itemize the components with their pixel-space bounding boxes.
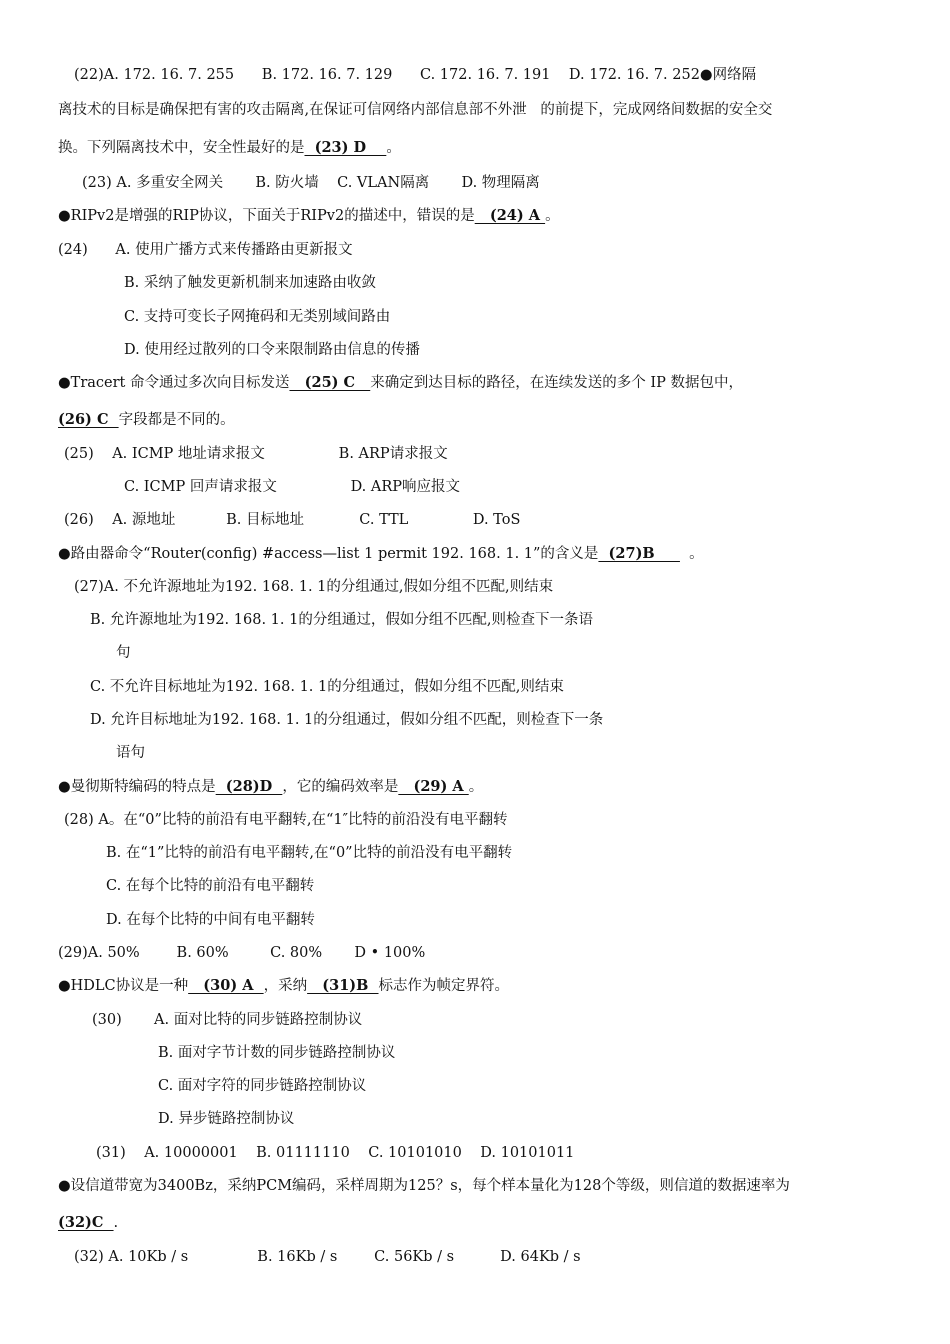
answer-blank-32: (32)C: [58, 1214, 114, 1231]
text-line-q27-option-d: D. 允许目标地址为192. 168. 1. 1的分组通过，假如分组不匹配，则检查下一条: [90, 712, 604, 728]
text-line-q27-option-b: B. 允许源地址为192. 168. 1. 1的分组通过，假如分组不匹配,则检查下一条语: [90, 612, 593, 628]
text-line-q32-stem-2: (32)C .: [58, 1214, 119, 1231]
text-line-q25-stem-1: ●Tracert 命令通过多次向目标发送 (25) C 来确定到达目标的路径，在连续发送的多个 IP 数据包中，: [58, 374, 743, 391]
text-line-q26-options: (26) A. 源地址 B. 目标地址 C. TTL D. ToS: [64, 512, 521, 528]
text-line-q28-option-a: (28) A。在“0”比特的前沿有电平翻转,在“1″比特的前沿没有电平翻转: [64, 812, 508, 828]
answer-blank-28: (28)D: [215, 778, 283, 795]
text-line-q27-option-b-cont: 句: [116, 645, 131, 661]
text-line-q29-options: (29)A. 50% B. 60% C. 80% D • 100%: [58, 945, 426, 961]
text-line-q24-option-a: (24) A. 使用广播方式来传播路由更新报文: [58, 242, 353, 258]
text-line-q25-options-2: C. ICMP 回声请求报文 D. ARP响应报文: [124, 479, 461, 495]
text-line-q27-stem: ●路由器命令“Router(config) #access—list 1 permit 192. 168. 1. 1”的含义是 (27)B 。: [58, 545, 704, 562]
text-line-q28-option-d: D. 在每个比特的中间有电平翻转: [106, 912, 315, 928]
text-line-q25-options-1: (25) A. ICMP 地址请求报文 B. ARP请求报文: [64, 446, 448, 462]
text-line-q30-option-c: C. 面对字符的同步链路控制协议: [158, 1078, 367, 1094]
answer-blank-23: (23) D: [304, 139, 387, 156]
text-line-q23-stem-1: 离技术的目标是确保把有害的攻击隔离,在保证可信网络内部信息部不外泄 的前提下，完成网络间数据的安全交: [58, 102, 773, 118]
text-line-q32-stem-1: ●设信道带宽为3400Bz，采纳PCM编码，采样周期为125？s，每个样本量化为128个等级，则信道的数据速率为: [58, 1178, 790, 1194]
answer-blank-30: (30) A: [188, 977, 264, 994]
text-line-q24-option-d: D. 使用经过散列的口令来限制路由信息的传播: [124, 342, 420, 358]
text-line-q30-option-b: B. 面对字节计数的同步链路控制协议: [158, 1045, 396, 1061]
text-line-q24-option-b: B. 采纳了触发更新机制来加速路由收敛: [124, 275, 376, 291]
text-line-q24-option-c: C. 支持可变长子网掩码和无类别域间路由: [124, 309, 391, 325]
text-line-q28-option-b: B. 在“1”比特的前沿有电平翻转,在“0”比特的前沿没有电平翻转: [106, 845, 513, 861]
text-line-q23-stem-2: 换。下列隔离技术中，安全性最好的是 (23) D 。: [58, 139, 401, 156]
text-line-q30-option-d: D. 异步链路控制协议: [158, 1111, 295, 1127]
text-line-q30-stem: ●HDLC协议是一种 (30) A ，采纳 (31)B 标志作为帧定界符。: [58, 977, 510, 994]
text-line-q22-options: (22)A. 172. 16. 7. 255 B. 172. 16. 7. 129 C. 172. 16. 7. 191 D. 172. 16. 7. 252●网络隔: [74, 67, 757, 83]
text-line-q30-option-a: (30) A. 面对比特的同步链路控制协议: [92, 1012, 363, 1028]
text-line-q27-option-d-cont: 语句: [116, 745, 145, 761]
text-line-q31-options: (31) A. 10000001 B. 01111110 C. 10101010 D. 10101011: [96, 1145, 575, 1161]
answer-blank-27: (27)B: [598, 545, 680, 562]
text-line-q27-option-c: C. 不允许目标地址为192. 168. 1. 1的分组通过，假如分组不匹配,则结束: [90, 679, 564, 695]
text-line-q25-stem-2: (26) C 字段都是不同的。: [58, 411, 235, 428]
text-line-q23-options: (23) A. 多重安全网关 B. 防火墙 C. VLAN隔离 D. 物理隔离: [82, 175, 540, 191]
text-line-q24-stem: ●RIPv2是增强的RIP协议，下面关于RIPv2的描述中，错误的是 (24) A 。: [58, 207, 560, 224]
answer-blank-31: (31)B: [307, 977, 379, 994]
answer-blank-24: (24) A: [474, 207, 546, 224]
answer-blank-25: (25) C: [289, 374, 371, 391]
answer-blank-29: (29) A: [398, 778, 469, 795]
text-line-q28-stem: ●曼彻斯特编码的特点是 (28)D ，它的编码效率是 (29) A 。: [58, 778, 484, 795]
answer-blank-26: (26) C: [58, 411, 119, 428]
text-line-q28-option-c: C. 在每个比特的前沿有电平翻转: [106, 878, 315, 894]
text-line-q32-options: (32) A. 10Kb / s B. 16Kb / s C. 56Kb / s D. 64Kb / s: [74, 1249, 581, 1265]
text-line-q27-option-a: (27)A. 不允许源地址为192. 168. 1. 1的分组通过,假如分组不匹配,则结束: [74, 579, 554, 595]
